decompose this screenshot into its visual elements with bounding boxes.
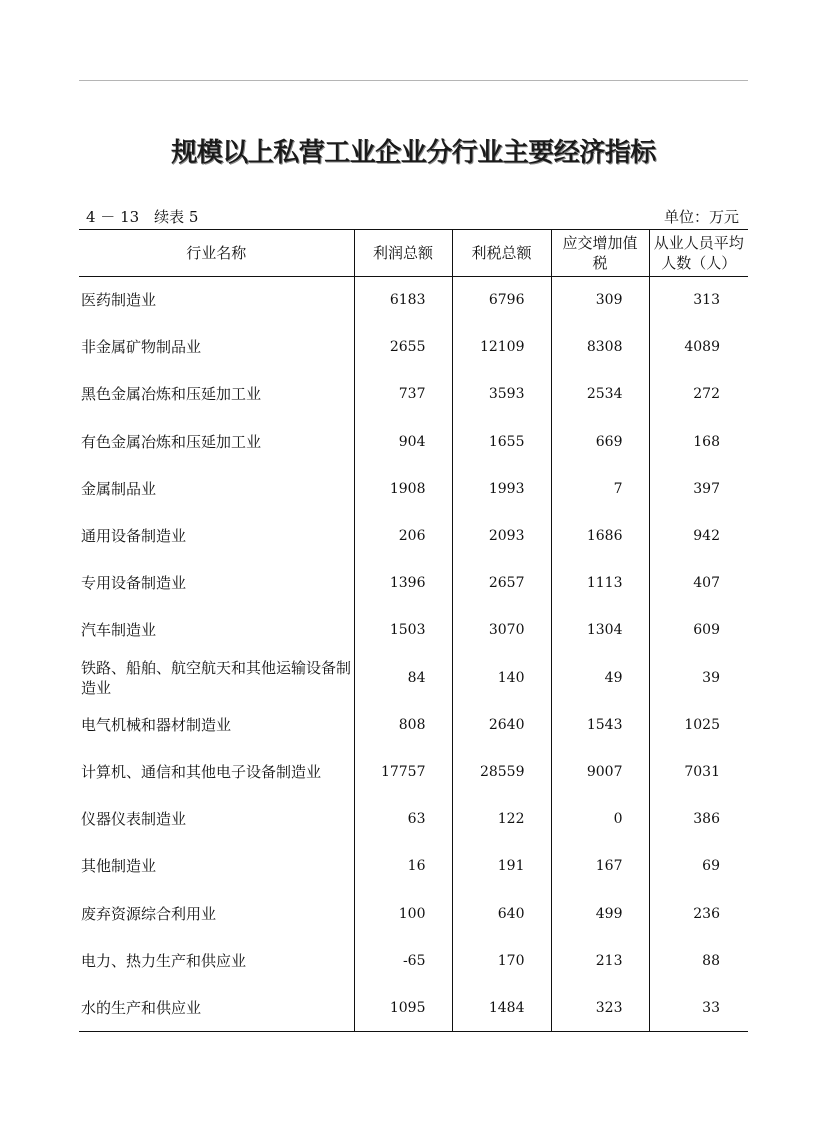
table-row bbox=[79, 984, 748, 1031]
industry-indicators-table bbox=[79, 229, 748, 1032]
column-header-employees: 从业人员平均人数（人） bbox=[649, 230, 748, 277]
table-row bbox=[79, 512, 748, 559]
cell-industry-name: 水的生产和供应业 bbox=[79, 984, 354, 1031]
cell-industry-name: 其他制造业 bbox=[81, 857, 157, 876]
cell-profit-tax: 122 bbox=[452, 796, 551, 843]
cell-employees: 88 bbox=[649, 937, 748, 984]
cell-industry-name: 非金属矿物制品业 bbox=[81, 338, 202, 357]
cell-employees: 313 bbox=[649, 277, 748, 324]
cell-industry-name: 有色金属冶炼和压延加工业 bbox=[81, 432, 262, 451]
table-row bbox=[79, 890, 748, 937]
cell-profit: 1396 bbox=[354, 560, 452, 607]
cell-vat: 1543 bbox=[551, 701, 649, 748]
cell-employees: 407 bbox=[649, 560, 748, 607]
cell-profit: 904 bbox=[354, 418, 452, 465]
table-row bbox=[79, 418, 748, 465]
cell-vat: 499 bbox=[551, 890, 649, 937]
cell-employees: 4089 bbox=[649, 324, 748, 371]
unit-label: 单位：万元 bbox=[663, 208, 739, 226]
table-row bbox=[79, 654, 748, 701]
table-header-row bbox=[79, 230, 748, 277]
cell-profit-tax: 3593 bbox=[452, 371, 551, 418]
cell-employees: 7031 bbox=[649, 748, 748, 795]
cell-employees: 168 bbox=[649, 418, 748, 465]
cell-employees: 39 bbox=[649, 654, 748, 701]
cell-vat: 49 bbox=[551, 654, 649, 701]
cell-profit: 6183 bbox=[354, 277, 452, 324]
column-header-profit: 利润总额 bbox=[354, 230, 452, 277]
cell-employees: 1025 bbox=[649, 701, 748, 748]
cell-vat: 309 bbox=[551, 277, 649, 324]
cell-vat: 7 bbox=[551, 465, 649, 512]
cell-employees: 33 bbox=[649, 984, 748, 1031]
cell-profit-tax: 1484 bbox=[452, 984, 551, 1031]
cell-employees: 942 bbox=[649, 512, 748, 559]
table-row bbox=[79, 748, 748, 795]
table-row bbox=[79, 277, 748, 324]
cell-profit-tax: 3070 bbox=[452, 607, 551, 654]
table-row bbox=[79, 796, 748, 843]
cell-industry-name: 专用设备制造业 bbox=[81, 574, 187, 593]
column-header-profit-tax: 利税总额 bbox=[452, 230, 551, 277]
cell-industry-name: 汽车制造业 bbox=[81, 621, 157, 640]
cell-profit: -65 bbox=[354, 937, 452, 984]
cell-vat: 167 bbox=[551, 843, 649, 890]
cell-profit-tax: 170 bbox=[452, 937, 551, 984]
cell-profit: 206 bbox=[354, 512, 452, 559]
cell-vat: 213 bbox=[551, 937, 649, 984]
cell-industry-name: 铁路、船舶、航空航天和其他运输设备制造业 bbox=[81, 658, 352, 697]
cell-profit: 1095 bbox=[354, 984, 452, 1031]
cell-profit: 16 bbox=[354, 843, 452, 890]
table-row bbox=[79, 701, 748, 748]
cell-profit: 63 bbox=[354, 796, 452, 843]
cell-employees: 236 bbox=[649, 890, 748, 937]
cell-industry-name: 电力、热力生产和供应业 bbox=[81, 951, 247, 970]
cell-industry-name: 废弃资源综合利用业 bbox=[81, 904, 217, 923]
column-header-vat: 应交增加值税 bbox=[551, 230, 649, 277]
cell-vat: 0 bbox=[551, 796, 649, 843]
table-row bbox=[79, 937, 748, 984]
table-row bbox=[79, 371, 748, 418]
cell-profit-tax: 2657 bbox=[452, 560, 551, 607]
cell-profit: 737 bbox=[354, 371, 452, 418]
cell-industry-name: 计算机、通信和其他电子设备制造业 bbox=[81, 762, 322, 781]
cell-profit-tax: 6796 bbox=[452, 277, 551, 324]
top-divider bbox=[79, 80, 748, 81]
cell-employees: 397 bbox=[649, 465, 748, 512]
cell-profit: 1503 bbox=[354, 607, 452, 654]
cell-profit-tax: 1993 bbox=[452, 465, 551, 512]
cell-vat: 2534 bbox=[551, 371, 649, 418]
cell-vat: 323 bbox=[551, 984, 649, 1031]
cell-vat: 8308 bbox=[551, 324, 649, 371]
table-body bbox=[79, 277, 748, 1032]
cell-vat: 9007 bbox=[551, 748, 649, 795]
table-row bbox=[79, 843, 748, 890]
cell-industry-name: 电气机械和器材制造业 bbox=[81, 715, 232, 734]
cell-profit-tax: 2640 bbox=[452, 701, 551, 748]
cell-employees: 609 bbox=[649, 607, 748, 654]
cell-employees: 386 bbox=[649, 796, 748, 843]
cell-profit: 808 bbox=[354, 701, 452, 748]
cell-profit-tax: 28559 bbox=[452, 748, 551, 795]
cell-industry-name: 仪器仪表制造业 bbox=[81, 810, 187, 829]
cell-profit: 1908 bbox=[354, 465, 452, 512]
cell-profit-tax: 640 bbox=[452, 890, 551, 937]
cell-industry-name: 医药制造业 bbox=[81, 291, 157, 310]
table-row bbox=[79, 607, 748, 654]
cell-vat: 1113 bbox=[551, 560, 649, 607]
cell-employees: 69 bbox=[649, 843, 748, 890]
table-row bbox=[79, 465, 748, 512]
page-title: 规模以上私营工业企业分行业主要经济指标 bbox=[171, 138, 656, 168]
cell-profit-tax: 2093 bbox=[452, 512, 551, 559]
cell-profit-tax: 12109 bbox=[452, 324, 551, 371]
cell-profit: 84 bbox=[354, 654, 452, 701]
cell-profit: 17757 bbox=[354, 748, 452, 795]
cell-industry-name: 金属制品业 bbox=[81, 479, 157, 498]
cell-industry-name: 通用设备制造业 bbox=[81, 527, 187, 546]
column-header-industry: 行业名称 bbox=[79, 230, 354, 277]
table-number: 4 － 13 续表 5 bbox=[86, 208, 199, 226]
table-row bbox=[79, 560, 748, 607]
table-row bbox=[79, 324, 748, 371]
cell-industry-name: 黑色金属冶炼和压延加工业 bbox=[81, 385, 262, 404]
cell-employees: 272 bbox=[649, 371, 748, 418]
cell-profit-tax: 191 bbox=[452, 843, 551, 890]
cell-vat: 669 bbox=[551, 418, 649, 465]
cell-profit-tax: 140 bbox=[452, 654, 551, 701]
cell-vat: 1686 bbox=[551, 512, 649, 559]
cell-profit: 2655 bbox=[354, 324, 452, 371]
cell-vat: 1304 bbox=[551, 607, 649, 654]
cell-profit-tax: 1655 bbox=[452, 418, 551, 465]
cell-profit: 100 bbox=[354, 890, 452, 937]
